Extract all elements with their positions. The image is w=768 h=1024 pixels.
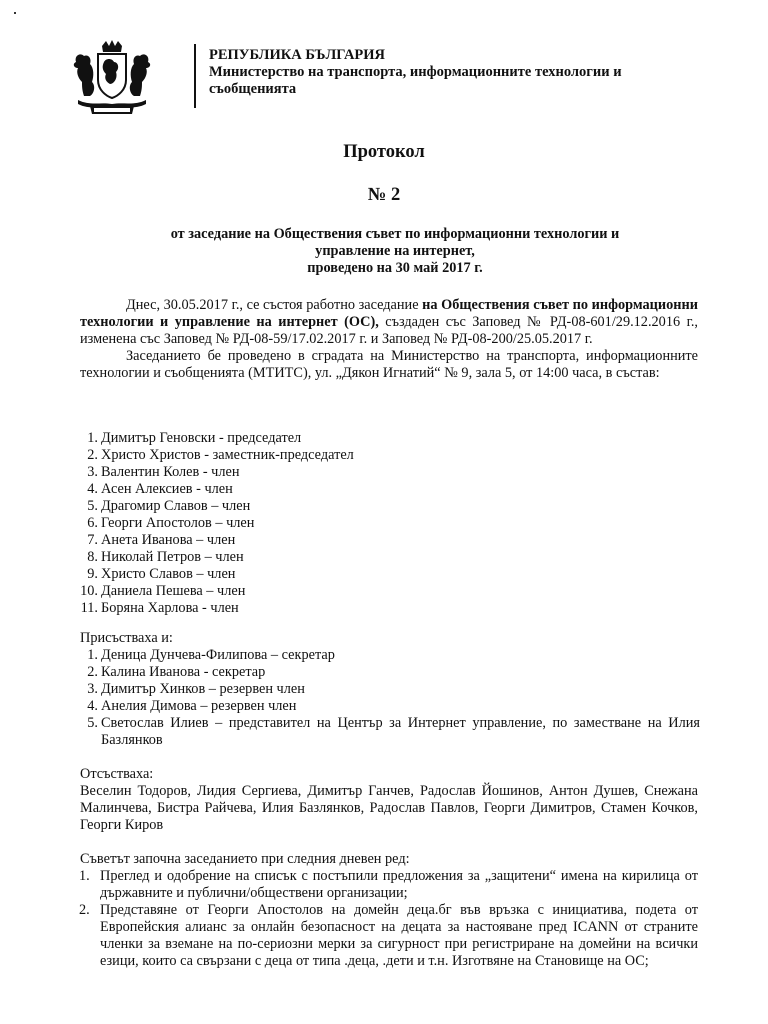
list-item-number: 5. <box>87 715 98 731</box>
list-item <box>78 664 700 681</box>
intro-paragraph-1 <box>80 297 698 348</box>
ministry-name-line1: Министерство на транспорта, информационните технологии и <box>209 64 622 80</box>
list-item-number: 7. <box>87 532 98 548</box>
list-item-text: Драгомир Славов – член <box>101 498 251 514</box>
letterhead <box>209 47 679 98</box>
list-item-text: Николай Петров – член <box>101 549 244 565</box>
document-title: Протокол <box>343 142 425 162</box>
list-item-text: Светослав Илиев – представител на Център за Интернет управление, по заместване на Илия Базлянков <box>101 715 700 748</box>
scan-speck <box>14 12 16 14</box>
bulgarian-coat-of-arms-icon <box>70 40 154 118</box>
list-item <box>78 515 700 532</box>
intro-text-c: създаден със Заповед № РД-08-601/29.12.2016 г., изменена със Заповед № РД-08-59/17.02.2017 г. и Заповед № РД-08-200/25.05.2017 г. <box>80 314 698 347</box>
list-item-text: Даниела Пешева – член <box>101 583 246 599</box>
list-item <box>78 447 700 464</box>
document-subtitle <box>100 226 690 277</box>
list-item <box>78 583 700 600</box>
list-item <box>78 532 700 549</box>
list-item-number: 3. <box>87 681 98 697</box>
list-item-text: Георги Апостолов – член <box>101 515 255 531</box>
agenda-label: Съветът започна заседанието при следния дневен ред: <box>80 851 410 867</box>
list-item-number: 10. <box>80 583 98 599</box>
absent-block <box>80 783 698 834</box>
protocol-number: № 2 <box>367 185 401 205</box>
list-item-text: Представяне от Георги Апостолов на домейн деца.бг във връзка с инициатива, подета от Европейския алианс за онлайн безопасност на децата за настояване пред ICANN от страните членки за вземане на по-сериозни мерки за сигурност при регистриране на домейни на всички езици, които са свързани с деца от типа .деца, .дети и т.н. Изготвяне на Становище на ОС; <box>100 902 698 969</box>
list-item <box>80 868 698 902</box>
list-item <box>78 481 700 498</box>
intro-paragraphs <box>80 297 698 382</box>
intro-council-name: на Обществения съвет по информационни технологии и управление на интернет (ОС), <box>80 297 698 330</box>
present-label: Присъстваха и: <box>80 630 173 646</box>
list-item-text: Боряна Харлова - член <box>101 600 239 616</box>
list-item-number: 9. <box>87 566 98 582</box>
list-item-text: Калина Иванова - секретар <box>101 664 266 680</box>
list-item-number: 5. <box>87 498 98 514</box>
agenda-list <box>80 868 698 970</box>
list-item-number: 11. <box>80 600 98 616</box>
list-item-text: Христо Христов - заместник-председател <box>101 447 354 463</box>
subtitle-line2: управление на интернет, <box>315 243 475 259</box>
list-item <box>78 600 700 617</box>
list-item-text: Асен Алексиев - член <box>101 481 233 497</box>
list-item-text: Анета Иванова – член <box>101 532 236 548</box>
absent-names: Веселин Тодоров, Лидия Сергиева, Димитър Ганчев, Радослав Йошинов, Антон Душев, Снежана Малинчева, Бистра Райчева, Илия Базлянков, Радослав Павлов, Георги Димитров, Стамен Кочков, Георги Киров <box>80 783 698 833</box>
present-list <box>78 647 700 749</box>
list-item-number: 6. <box>87 515 98 531</box>
subtitle-line3: проведено на 30 май 2017 г. <box>307 260 483 276</box>
list-item-text: Димитър Хинков – резервен член <box>101 681 305 697</box>
list-item-text: Деница Дунчева-Филипова – секретар <box>101 647 335 663</box>
list-item-text: Христо Славов – член <box>101 566 236 582</box>
list-item <box>78 464 700 481</box>
list-item-number: 4. <box>87 698 98 714</box>
list-item <box>78 681 700 698</box>
country-name: РЕПУБЛИКА БЪЛГАРИЯ <box>209 47 386 63</box>
header-divider <box>194 44 196 108</box>
list-item <box>78 715 700 749</box>
list-item-number: 1. <box>87 430 98 446</box>
list-item-text: Анелия Димова – резервен член <box>101 698 297 714</box>
list-item <box>78 549 700 566</box>
list-item-number: 1. <box>79 868 90 884</box>
members-list <box>78 430 700 617</box>
subtitle-line1: от заседание на Обществения съвет по информационни технологии и <box>170 226 620 242</box>
list-item <box>78 498 700 515</box>
list-item-number: 2. <box>79 902 90 918</box>
list-item-number: 3. <box>87 464 98 480</box>
intro-paragraph-2: Заседанието бе проведено в сградата на Министерство на транспорта, информационните технологии и съобщенията (МТИТС), ул. „Дякон Игнатий“ № 9, зала 5, от 14:00 часа, в състав: <box>80 348 698 381</box>
list-item-number: 8. <box>87 549 98 565</box>
list-item-number: 2. <box>87 447 98 463</box>
intro-text-a: Днес, 30.05.2017 г., се състоя работно заседание <box>126 297 423 313</box>
list-item <box>78 647 700 664</box>
list-item <box>80 902 698 970</box>
list-item <box>78 698 700 715</box>
list-item-text: Валентин Колев - член <box>101 464 240 480</box>
list-item-number: 4. <box>87 481 98 497</box>
list-item <box>78 566 700 583</box>
absent-label: Отсъстваха: <box>80 766 154 782</box>
list-item-number: 2. <box>87 664 98 680</box>
list-item-text: Димитър Геновски - председател <box>101 430 302 446</box>
ministry-name-line2: съобщенията <box>209 81 297 97</box>
list-item-number: 1. <box>87 647 98 663</box>
list-item-text: Преглед и одобрение на списък с постъпили предложения за „защитени“ имена на кирилица от държавните и публични/обществени организации; <box>100 868 698 901</box>
list-item <box>78 430 700 447</box>
